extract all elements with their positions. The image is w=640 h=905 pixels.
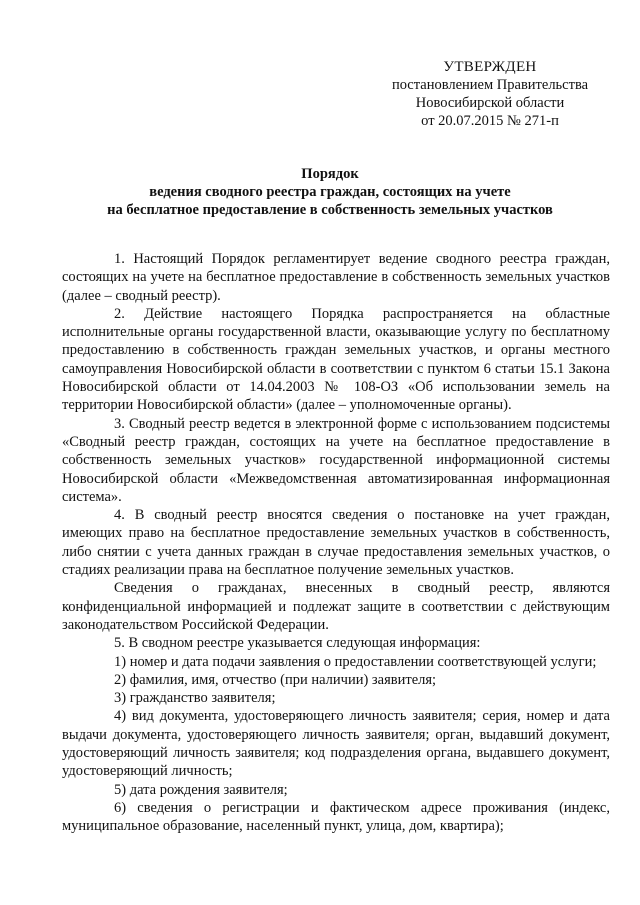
paragraph-1: 1. Настоящий Порядок регламентирует ведение сводного реестра граждан, состоящих на учете на бесплатное предоставление в собственность земельных участков (далее – сводный реестр).: [62, 251, 610, 304]
list-item-1: 1) номер и дата подачи заявления о предоставлении соответствующей услуги;: [114, 653, 597, 670]
list-item-5: 5) дата рождения заявителя;: [114, 781, 288, 798]
paragraph-5: Сведения о гражданах, внесенных в сводный реестр, являются конфиденциальной информацией и подлежат защите в соответствии с действующим законодательством Российской Федерации.: [62, 580, 610, 633]
list-item-3: 3) гражданство заявителя;: [114, 690, 276, 707]
list-item-2: 2) фамилия, имя, отчество (при наличии) заявителя;: [114, 671, 437, 688]
document-body: [62, 250, 610, 836]
title-line-3: на бесплатное предоставление в собственность земельных участков: [107, 202, 553, 218]
approval-heading: УТВЕРЖДЕН: [443, 59, 537, 75]
document-title: [60, 165, 600, 219]
paragraph-6: 5. В сводном реестре указывается следующая информация:: [114, 635, 481, 652]
title-line-1: Порядок: [301, 166, 359, 182]
approval-line-2: Новосибирской области: [415, 95, 565, 111]
approval-line-3: от 20.07.2015 № 271-п: [421, 113, 559, 129]
list-item-4: 4) вид документа, удостоверяющего личность заявителя; серия, номер и дата выдачи документа, удостоверяющего личность заявителя; орган, выдавший документ, удостоверяющий личность заявителя; код подразделения органа, выдавшего документ, удостоверяющий личность;: [62, 708, 610, 780]
paragraph-3: 3. Сводный реестр ведется в электронной форме с использованием подсистемы «Сводный реестр граждан, состоящих на учете на бесплатное предоставление в собственность земельных участков» государственной информационной системы Новосибирской области «Межведомственная автоматизированная информационная система».: [62, 415, 610, 505]
approval-block: [360, 58, 620, 130]
paragraph-4: 4. В сводный реестр вносятся сведения о постановке на учет граждан, имеющих право на бесплатное предоставление земельных участков в собственность, либо снятии с учета данных граждан в случае предоставления земельных участков, о стадиях реализации права на бесплатное получение земельных участков.: [62, 507, 610, 579]
paragraph-2: 2. Действие настоящего Порядка распространяется на областные исполнительные органы государственной власти, оказывающие услугу по бесплатному предоставлению в собственность граждан земельных участков, и органы местного самоуправления Новосибирской области в соответствии с пунктом 6 статьи 15.1 Закона Новосибирской области от 14.04.2003 № 108-ОЗ «Об использовании земель на территории Новосибирской области» (далее – уполномоченные органы).: [62, 305, 610, 414]
approval-line-1: постановлением Правительства: [391, 77, 589, 93]
list-item-6: 6) сведения о регистрации и фактическом адресе проживания (индекс, муниципальное образование, населенный пункт, улица, дом, квартира);: [62, 799, 610, 835]
title-line-2: ведения сводного реестра граждан, состоящих на учете: [149, 184, 511, 200]
